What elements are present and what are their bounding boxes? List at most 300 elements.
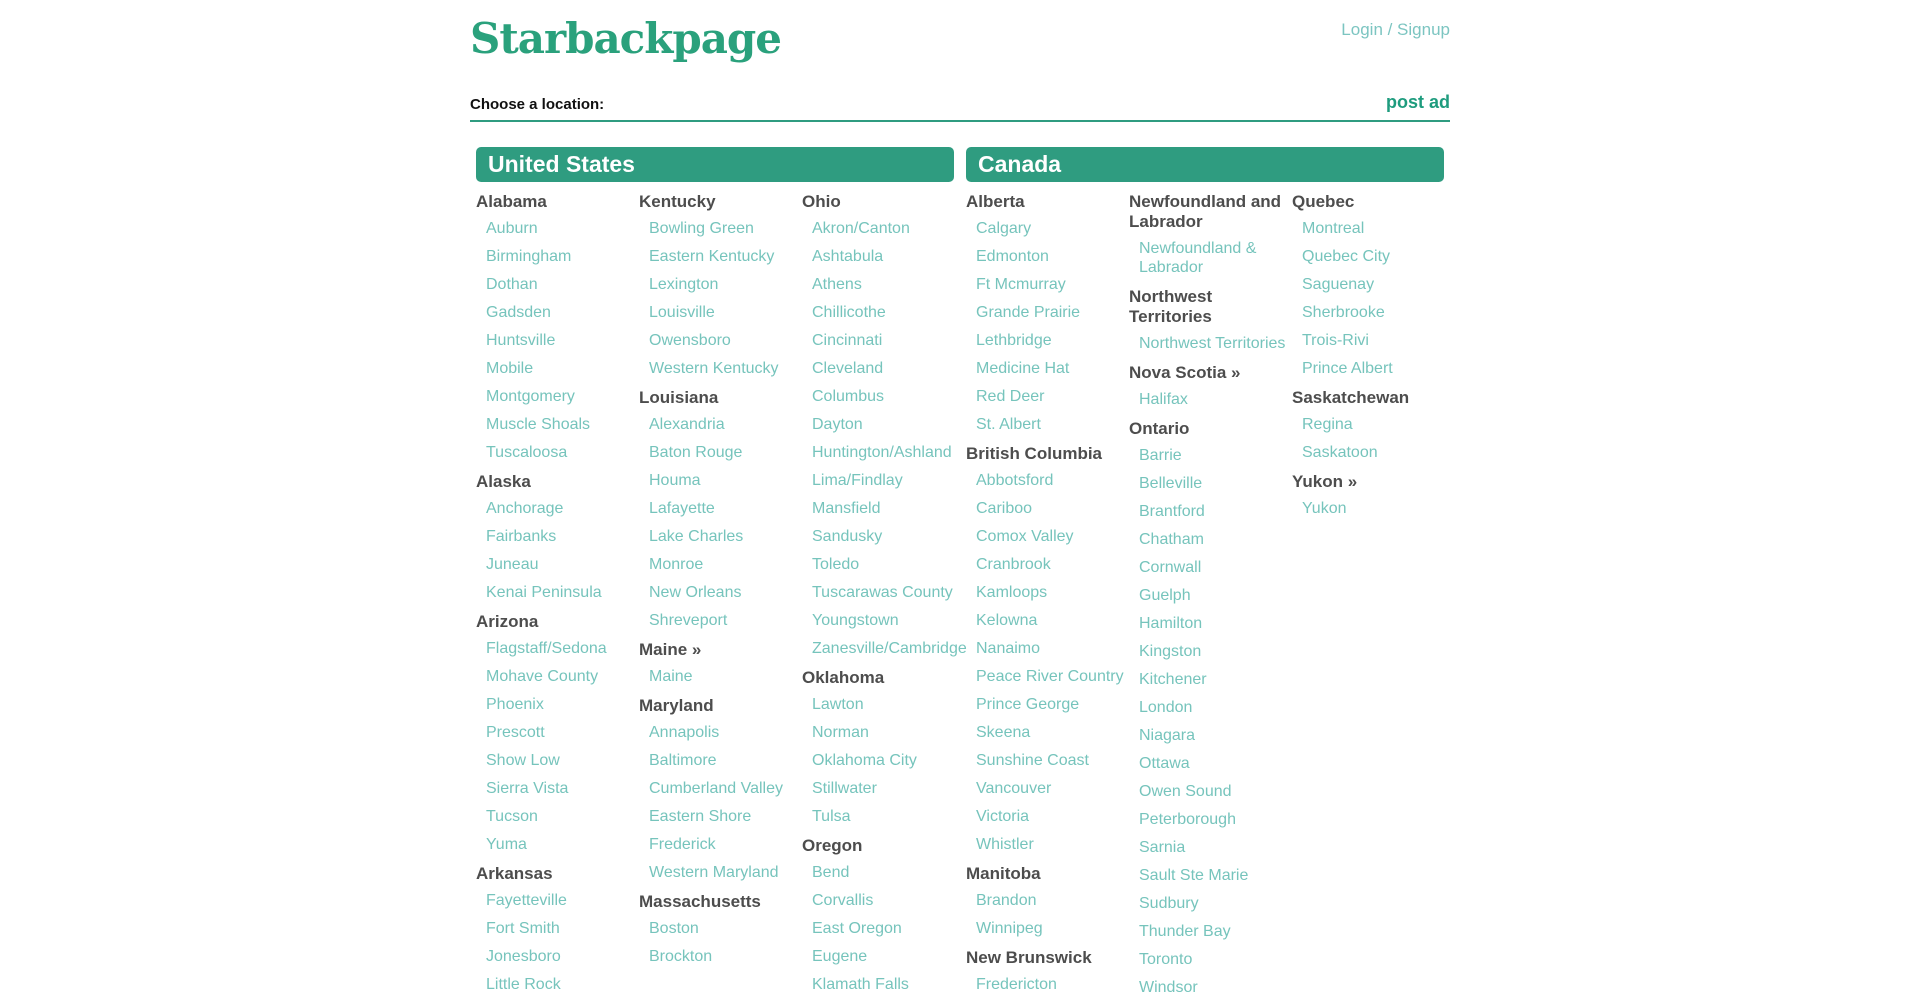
column-canada-1 <box>966 182 1129 993</box>
city-list-item <box>966 919 1129 938</box>
city-link-athens[interactable]: Athens <box>812 276 862 293</box>
city-link-phoenix[interactable]: Phoenix <box>486 696 544 713</box>
city-link-shreveport[interactable]: Shreveport <box>649 612 728 629</box>
city-link-niagara[interactable]: Niagara <box>1139 727 1196 744</box>
city-link-bend[interactable]: Bend <box>812 864 850 881</box>
city-link-prince-george[interactable]: Prince George <box>976 696 1080 713</box>
city-list-item <box>639 723 802 742</box>
state-heading-kentucky: Kentucky <box>639 192 716 211</box>
state-heading-oklahoma: Oklahoma <box>802 668 885 687</box>
city-link-klamath-falls[interactable]: Klamath Falls <box>812 976 909 993</box>
city-link-cornwall[interactable]: Cornwall <box>1139 559 1202 576</box>
state-group-manitoba <box>966 864 1129 938</box>
state-group-saskatchewan <box>1292 388 1455 462</box>
city-link-brockton[interactable]: Brockton <box>649 948 713 965</box>
city-link-saskatoon[interactable]: Saskatoon <box>1302 444 1378 461</box>
city-link-fayetteville[interactable]: Fayetteville <box>486 892 567 909</box>
city-list-item <box>476 359 639 378</box>
state-group-quebec <box>1292 192 1455 378</box>
city-link-eastern-shore[interactable]: Eastern Shore <box>649 808 752 825</box>
city-link-kamloops[interactable]: Kamloops <box>976 584 1048 601</box>
city-list-item <box>802 947 965 966</box>
state-heading-nova-scotia[interactable]: Nova Scotia » <box>1129 363 1241 382</box>
section-canada <box>960 122 1450 993</box>
city-list-item <box>966 695 1129 714</box>
state-group-northwest-territories <box>1129 287 1292 353</box>
city-link-akron-canton[interactable]: Akron/Canton <box>812 220 910 237</box>
city-link-muscle-shoals[interactable]: Muscle Shoals <box>486 416 591 433</box>
city-list-item <box>639 331 802 350</box>
city-link-belleville[interactable]: Belleville <box>1139 475 1203 492</box>
city-link-cumberland-valley[interactable]: Cumberland Valley <box>649 780 783 797</box>
city-link-huntington-ashland[interactable]: Huntington/Ashland <box>812 444 952 461</box>
city-link-skeena[interactable]: Skeena <box>976 724 1031 741</box>
city-list-alabama <box>476 219 639 462</box>
city-list-item <box>1129 390 1292 409</box>
city-list-newfoundland-and-labrador <box>1129 239 1292 277</box>
city-list-item <box>966 891 1129 910</box>
state-group-oregon <box>802 836 965 993</box>
city-list-item <box>802 499 965 518</box>
city-link-red-deer[interactable]: Red Deer <box>976 388 1045 405</box>
city-link-new-orleans[interactable]: New Orleans <box>649 584 742 601</box>
state-heading-arkansas: Arkansas <box>476 864 553 883</box>
state-heading-alabama: Alabama <box>476 192 547 211</box>
city-list-item <box>476 443 639 462</box>
city-list-item <box>639 471 802 490</box>
state-heading-alberta: Alberta <box>966 192 1025 211</box>
city-list-item <box>802 583 965 602</box>
city-list-item <box>1129 698 1292 717</box>
city-link-eugene[interactable]: Eugene <box>812 948 868 965</box>
city-link-flagstaff-sedona[interactable]: Flagstaff/Sedona <box>486 640 607 657</box>
city-list-item <box>966 667 1129 686</box>
city-list-item <box>1129 530 1292 549</box>
city-list-item <box>802 247 965 266</box>
city-link-ft-mcmurray[interactable]: Ft Mcmurray <box>976 276 1066 293</box>
city-link-montgomery[interactable]: Montgomery <box>486 388 575 405</box>
city-link-alexandria[interactable]: Alexandria <box>649 416 725 433</box>
city-list-item <box>476 275 639 294</box>
city-link-owen-sound[interactable]: Owen Sound <box>1139 783 1232 800</box>
city-list-item <box>476 779 639 798</box>
city-link-gadsden[interactable]: Gadsden <box>486 304 551 321</box>
city-link-boston[interactable]: Boston <box>649 920 699 937</box>
city-list-item <box>639 499 802 518</box>
column-united-states-2 <box>639 182 802 993</box>
city-link-edmonton[interactable]: Edmonton <box>976 248 1049 265</box>
city-link-dothan[interactable]: Dothan <box>486 276 538 293</box>
city-link-frederick[interactable]: Frederick <box>649 836 716 853</box>
city-list-arkansas <box>476 891 639 993</box>
city-list-item <box>639 583 802 602</box>
city-list-item <box>476 947 639 966</box>
post-ad-link[interactable]: post ad <box>1385 92 1450 112</box>
city-link-fairbanks[interactable]: Fairbanks <box>486 528 557 545</box>
state-heading-newfoundland-and-labrador: Newfoundland and Labrador <box>1129 192 1282 231</box>
city-link-yukon[interactable]: Yukon <box>1302 500 1347 517</box>
city-list-item <box>802 975 965 993</box>
city-list-item <box>802 891 965 910</box>
state-heading-ohio: Ohio <box>802 192 841 211</box>
city-list-item <box>966 611 1129 630</box>
city-list-item <box>966 247 1129 266</box>
state-group-yukon <box>1292 472 1455 518</box>
city-link-halifax[interactable]: Halifax <box>1139 391 1188 408</box>
city-link-kelowna[interactable]: Kelowna <box>976 612 1038 629</box>
city-link-baton-rouge[interactable]: Baton Rouge <box>649 444 743 461</box>
city-list-item <box>1292 443 1455 462</box>
city-list-item <box>639 779 802 798</box>
city-link-monroe[interactable]: Monroe <box>649 556 704 573</box>
city-list-item <box>802 219 965 238</box>
city-list-item <box>1129 558 1292 577</box>
city-list-ohio <box>802 219 965 658</box>
city-list-item <box>802 863 965 882</box>
city-list-item <box>1129 670 1292 689</box>
city-link-mohave-county[interactable]: Mohave County <box>486 668 599 685</box>
city-list-yukon <box>1292 499 1455 518</box>
city-list-item <box>476 807 639 826</box>
city-link-windsor[interactable]: Windsor <box>1139 979 1198 993</box>
city-link-trois-rivi[interactable]: Trois-Rivi <box>1302 332 1369 349</box>
city-link-juneau[interactable]: Juneau <box>486 556 539 573</box>
city-list-massachusetts <box>639 919 802 966</box>
city-link-grande-prairie[interactable]: Grande Prairie <box>976 304 1081 321</box>
city-link-tuscarawas-county[interactable]: Tuscarawas County <box>812 584 953 601</box>
city-link-lawton[interactable]: Lawton <box>812 696 864 713</box>
city-list-item <box>966 303 1129 322</box>
state-group-nova-scotia <box>1129 363 1292 409</box>
city-link-chatham[interactable]: Chatham <box>1139 531 1204 548</box>
city-link-lake-charles[interactable]: Lake Charles <box>649 528 744 545</box>
city-list-nova-scotia <box>1129 390 1292 409</box>
city-list-item <box>639 415 802 434</box>
city-list-item <box>639 807 802 826</box>
city-link-baltimore[interactable]: Baltimore <box>649 752 717 769</box>
city-list-item <box>1129 810 1292 829</box>
city-list-manitoba <box>966 891 1129 938</box>
city-list-item <box>966 779 1129 798</box>
city-list-item <box>802 723 965 742</box>
city-link-auburn[interactable]: Auburn <box>486 220 538 237</box>
city-list-british-columbia <box>966 471 1129 854</box>
city-list-item <box>802 639 965 658</box>
city-list-item <box>639 611 802 630</box>
city-list-item <box>802 275 965 294</box>
state-heading-alaska: Alaska <box>476 472 531 491</box>
city-list-item <box>476 499 639 518</box>
city-list-item <box>1129 922 1292 941</box>
city-list-maryland <box>639 723 802 882</box>
page-container <box>470 0 1450 993</box>
city-link-nanaimo[interactable]: Nanaimo <box>976 640 1041 657</box>
city-list-item <box>639 219 802 238</box>
city-list-louisiana <box>639 415 802 630</box>
city-link-lima-findlay[interactable]: Lima/Findlay <box>812 472 903 489</box>
city-link-columbus[interactable]: Columbus <box>812 388 885 405</box>
city-link-ashtabula[interactable]: Ashtabula <box>812 248 884 265</box>
city-link-sault-ste-marie[interactable]: Sault Ste Marie <box>1139 867 1249 884</box>
city-link-saguenay[interactable]: Saguenay <box>1302 276 1375 293</box>
site-logo[interactable]: Starbackpage <box>470 14 781 63</box>
city-list-item <box>639 527 802 546</box>
city-list-item <box>966 723 1129 742</box>
state-group-maryland <box>639 696 802 882</box>
city-link-dayton[interactable]: Dayton <box>812 416 863 433</box>
city-list-item <box>1292 303 1455 322</box>
city-link-medicine-hat[interactable]: Medicine Hat <box>976 360 1070 377</box>
city-list-item <box>802 359 965 378</box>
city-list-item <box>1129 894 1292 913</box>
city-list-item <box>1292 499 1455 518</box>
state-group-louisiana <box>639 388 802 630</box>
city-link-newfoundland-labrador[interactable]: Newfoundland & Labrador <box>1139 240 1257 276</box>
city-link-sunshine-coast[interactable]: Sunshine Coast <box>976 752 1089 769</box>
city-link-regina[interactable]: Regina <box>1302 416 1353 433</box>
location-sections <box>470 122 1450 993</box>
city-link-cranbrook[interactable]: Cranbrook <box>976 556 1051 573</box>
city-link-fort-smith[interactable]: Fort Smith <box>486 920 560 937</box>
city-link-lafayette[interactable]: Lafayette <box>649 500 715 517</box>
city-list-item <box>639 835 802 854</box>
city-link-jonesboro[interactable]: Jonesboro <box>486 948 561 965</box>
city-link-oklahoma-city[interactable]: Oklahoma City <box>812 752 917 769</box>
city-list-item <box>966 835 1129 854</box>
city-link-victoria[interactable]: Victoria <box>976 808 1030 825</box>
city-link-tulsa[interactable]: Tulsa <box>812 808 851 825</box>
city-link-tuscaloosa[interactable]: Tuscaloosa <box>486 444 568 461</box>
city-link-youngstown[interactable]: Youngstown <box>812 612 899 629</box>
city-list-maine <box>639 667 802 686</box>
city-link-lexington[interactable]: Lexington <box>649 276 719 293</box>
city-link-montreal[interactable]: Montreal <box>1302 220 1365 237</box>
city-link-mobile[interactable]: Mobile <box>486 360 534 377</box>
city-link-kingston[interactable]: Kingston <box>1139 643 1202 660</box>
city-list-item <box>1292 275 1455 294</box>
city-link-ottawa[interactable]: Ottawa <box>1139 755 1190 772</box>
city-link-tucson[interactable]: Tucson <box>486 808 538 825</box>
state-heading-saskatchewan: Saskatchewan <box>1292 388 1410 407</box>
city-link-hamilton[interactable]: Hamilton <box>1139 615 1203 632</box>
city-list-item <box>1129 239 1292 277</box>
city-link-mansfield[interactable]: Mansfield <box>812 500 881 517</box>
city-link-prescott[interactable]: Prescott <box>486 724 545 741</box>
city-link-northwest-territories[interactable]: Northwest Territories <box>1139 335 1286 352</box>
city-link-corvallis[interactable]: Corvallis <box>812 892 874 909</box>
city-list-item <box>476 695 639 714</box>
city-list-northwest-territories <box>1129 334 1292 353</box>
state-group-ontario <box>1129 419 1292 993</box>
choose-location-label: Choose a location: <box>470 96 605 113</box>
city-link-thunder-bay[interactable]: Thunder Bay <box>1139 923 1231 940</box>
city-link-little-rock[interactable]: Little Rock <box>486 976 561 993</box>
city-list-item <box>802 415 965 434</box>
city-list-item <box>639 303 802 322</box>
city-list-item <box>476 723 639 742</box>
city-list-item <box>476 583 639 602</box>
city-link-toledo[interactable]: Toledo <box>812 556 860 573</box>
city-link-birmingham[interactable]: Birmingham <box>486 248 572 265</box>
city-list-item <box>966 331 1129 350</box>
city-link-peace-river-country[interactable]: Peace River Country <box>976 668 1124 685</box>
city-link-peterborough[interactable]: Peterborough <box>1139 811 1236 828</box>
state-group-arizona <box>476 612 639 854</box>
city-list-item <box>476 667 639 686</box>
column-united-states-1 <box>476 182 639 993</box>
city-link-fredericton[interactable]: Fredericton <box>976 976 1057 993</box>
city-link-brantford[interactable]: Brantford <box>1139 503 1205 520</box>
city-list-item <box>1292 247 1455 266</box>
city-list-item <box>802 527 965 546</box>
city-link-norman[interactable]: Norman <box>812 724 869 741</box>
city-link-eastern-kentucky[interactable]: Eastern Kentucky <box>649 248 775 265</box>
state-group-kentucky <box>639 192 802 378</box>
city-link-sandusky[interactable]: Sandusky <box>812 528 883 545</box>
city-link-sarnia[interactable]: Sarnia <box>1139 839 1186 856</box>
city-list-item <box>802 919 965 938</box>
city-link-stillwater[interactable]: Stillwater <box>812 780 877 797</box>
city-list-item <box>966 415 1129 434</box>
city-link-toronto[interactable]: Toronto <box>1139 951 1193 968</box>
section-header-united-states: United States <box>476 147 954 182</box>
city-list-item <box>802 555 965 574</box>
city-link-chillicothe[interactable]: Chillicothe <box>812 304 886 321</box>
city-list-item <box>966 219 1129 238</box>
city-link-owensboro[interactable]: Owensboro <box>649 332 731 349</box>
city-link-comox-valley[interactable]: Comox Valley <box>976 528 1074 545</box>
city-list-item <box>1129 838 1292 857</box>
city-list-item <box>1129 474 1292 493</box>
city-list-item <box>476 835 639 854</box>
city-link-sierra-vista[interactable]: Sierra Vista <box>486 780 569 797</box>
city-list-item <box>639 359 802 378</box>
city-link-show-low[interactable]: Show Low <box>486 752 560 769</box>
city-list-item <box>1129 586 1292 605</box>
state-group-arkansas <box>476 864 639 993</box>
city-link-kitchener[interactable]: Kitchener <box>1139 671 1207 688</box>
city-list-item <box>476 891 639 910</box>
city-link-st-albert[interactable]: St. Albert <box>976 416 1041 433</box>
city-link-kenai-peninsula[interactable]: Kenai Peninsula <box>486 584 602 601</box>
city-list-item <box>476 919 639 938</box>
city-list-item <box>476 247 639 266</box>
city-link-calgary[interactable]: Calgary <box>976 220 1032 237</box>
state-group-new-brunswick <box>966 948 1129 993</box>
city-list-item <box>476 219 639 238</box>
city-list-item <box>966 499 1129 518</box>
city-link-louisville[interactable]: Louisville <box>649 304 715 321</box>
city-link-whistler[interactable]: Whistler <box>976 836 1034 853</box>
section-columns-canada <box>960 182 1450 993</box>
city-list-item <box>966 975 1129 993</box>
city-link-annapolis[interactable]: Annapolis <box>649 724 720 741</box>
city-link-yuma[interactable]: Yuma <box>486 836 527 853</box>
state-heading-maine[interactable]: Maine » <box>639 640 702 659</box>
city-link-east-oregon[interactable]: East Oregon <box>812 920 902 937</box>
city-list-item <box>1129 334 1292 353</box>
city-list-item <box>966 471 1129 490</box>
column-canada-3 <box>1292 182 1455 993</box>
top-bar <box>470 0 1450 64</box>
city-list-item <box>802 751 965 770</box>
city-link-zanesville-cambridge[interactable]: Zanesville/Cambridge <box>812 640 967 657</box>
city-link-western-kentucky[interactable]: Western Kentucky <box>649 360 779 377</box>
city-list-item <box>476 639 639 658</box>
city-link-brandon[interactable]: Brandon <box>976 892 1037 909</box>
city-link-huntsville[interactable]: Huntsville <box>486 332 556 349</box>
state-heading-maryland: Maryland <box>639 696 714 715</box>
city-link-cleveland[interactable]: Cleveland <box>812 360 884 377</box>
column-united-states-3 <box>802 182 965 993</box>
city-link-prince-albert[interactable]: Prince Albert <box>1302 360 1393 377</box>
city-list-item <box>476 387 639 406</box>
state-heading-yukon[interactable]: Yukon » <box>1292 472 1358 491</box>
city-link-sudbury[interactable]: Sudbury <box>1139 895 1199 912</box>
city-link-western-maryland[interactable]: Western Maryland <box>649 864 779 881</box>
state-group-oklahoma <box>802 668 965 826</box>
city-link-winnipeg[interactable]: Winnipeg <box>976 920 1043 937</box>
city-link-london[interactable]: London <box>1139 699 1193 716</box>
city-list-item <box>802 779 965 798</box>
city-link-abbotsford[interactable]: Abbotsford <box>976 472 1054 489</box>
city-list-item <box>476 303 639 322</box>
state-group-ohio <box>802 192 965 658</box>
city-list-item <box>802 443 965 462</box>
city-list-item <box>639 863 802 882</box>
login-signup-link[interactable]: Login / Signup <box>1341 20 1450 39</box>
city-list-item <box>1292 331 1455 350</box>
city-link-anchorage[interactable]: Anchorage <box>486 500 564 517</box>
city-list-item <box>476 975 639 993</box>
city-link-lethbridge[interactable]: Lethbridge <box>976 332 1052 349</box>
section-header-canada: Canada <box>966 147 1444 182</box>
city-link-sherbrooke[interactable]: Sherbrooke <box>1302 304 1385 321</box>
city-list-item <box>966 387 1129 406</box>
state-heading-new-brunswick: New Brunswick <box>966 948 1092 967</box>
state-heading-louisiana: Louisiana <box>639 388 719 407</box>
city-link-cariboo[interactable]: Cariboo <box>976 500 1033 517</box>
city-list-item <box>1129 502 1292 521</box>
city-list-item <box>476 415 639 434</box>
section-columns-united-states <box>470 182 967 993</box>
state-group-newfoundland-and-labrador <box>1129 192 1292 277</box>
city-link-maine[interactable]: Maine <box>649 668 693 685</box>
city-link-bowling-green[interactable]: Bowling Green <box>649 220 754 237</box>
city-link-barrie[interactable]: Barrie <box>1139 447 1182 464</box>
city-link-quebec-city[interactable]: Quebec City <box>1302 248 1391 265</box>
city-list-item <box>802 471 965 490</box>
state-group-alabama <box>476 192 639 462</box>
state-heading-manitoba: Manitoba <box>966 864 1041 883</box>
city-link-houma[interactable]: Houma <box>649 472 701 489</box>
city-link-guelph[interactable]: Guelph <box>1139 587 1191 604</box>
city-list-item <box>802 303 965 322</box>
city-list-item <box>802 611 965 630</box>
state-group-british-columbia <box>966 444 1129 854</box>
state-group-maine <box>639 640 802 686</box>
city-list-item <box>476 751 639 770</box>
city-link-cincinnati[interactable]: Cincinnati <box>812 332 883 349</box>
city-list-item <box>639 667 802 686</box>
city-list-item <box>1129 614 1292 633</box>
city-list-item <box>1292 219 1455 238</box>
city-link-vancouver[interactable]: Vancouver <box>976 780 1052 797</box>
city-list-item <box>966 555 1129 574</box>
city-list-item <box>966 751 1129 770</box>
city-list-item <box>966 639 1129 658</box>
city-list-item <box>1129 446 1292 465</box>
